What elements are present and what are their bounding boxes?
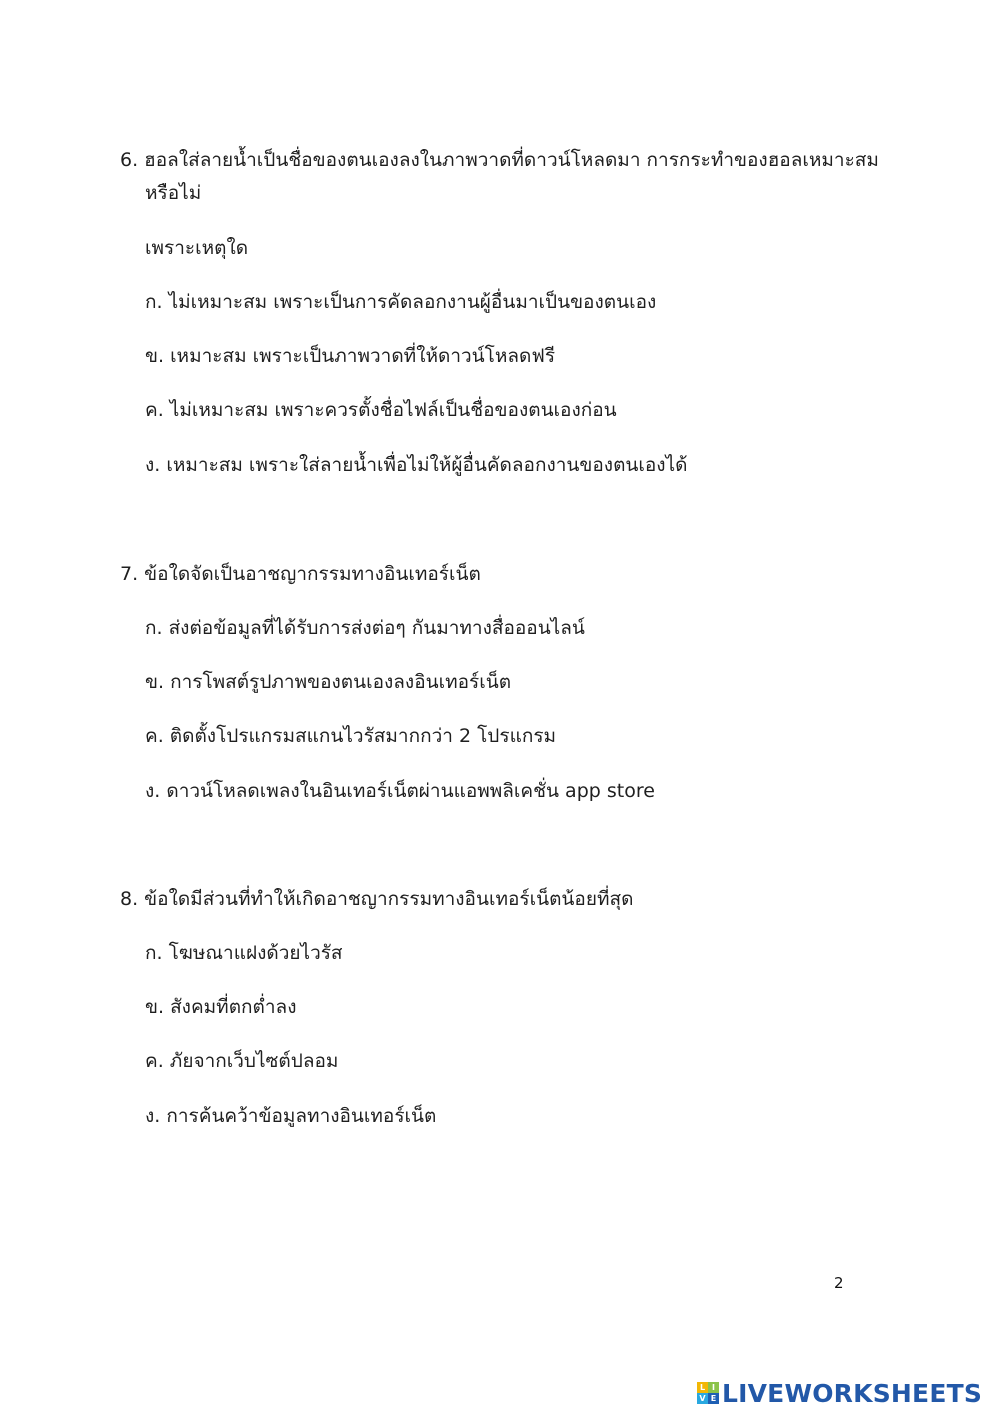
logo-letter-v: V: [697, 1393, 708, 1404]
question-7-option-c[interactable]: ค. ติดตั้งโปรแกรมสแกนไวรัสมากกว่า 2 โปรแกรม: [145, 725, 557, 747]
question-8-option-c[interactable]: ค. ภัยจากเว็บไซต์ปลอม: [145, 1050, 339, 1072]
page-number: 2: [834, 1274, 844, 1292]
question-8-option-b[interactable]: ข. สังคมที่ตกต่ำลง: [145, 996, 297, 1018]
question-6-text: 6. ฮอลใส่ลายน้ำเป็นชื่อของตนเองลงในภาพวาดที่ดาวน์โหลดมา การกระทำของฮอลเหมาะสม: [120, 149, 879, 171]
liveworksheets-logo-icon: [697, 1382, 719, 1404]
question-6-option-c[interactable]: ค. ไม่เหมาะสม เพราะควรตั้งชื่อไฟล์เป็นชื่อของตนเองก่อน: [145, 399, 617, 421]
logo-letter-l: L: [697, 1382, 708, 1393]
question-6-continuation: หรือไม่: [145, 182, 202, 204]
liveworksheets-watermark: [697, 1379, 993, 1407]
question-6-option-d[interactable]: ง. เหมาะสม เพราะใส่ลายน้ำเพื่อไม่ให้ผู้อื่นคัดลอกงานของตนเองได้: [145, 454, 688, 476]
question-7-option-a[interactable]: ก. ส่งต่อข้อมูลที่ได้รับการส่งต่อๆ กันมาทางสื่อออนไลน์: [145, 617, 585, 639]
question-7-option-b[interactable]: ข. การโพสต์รูปภาพของตนเองลงอินเทอร์เน็ต: [145, 671, 512, 693]
logo-letter-e: E: [708, 1393, 719, 1404]
question-6-option-b[interactable]: ข. เหมาะสม เพราะเป็นภาพวาดที่ให้ดาวน์โหลดฟรี: [145, 345, 556, 367]
question-8-option-a[interactable]: ก. โฆษณาแฝงด้วยไวรัส: [145, 942, 343, 964]
question-6-option-a[interactable]: ก. ไม่เหมาะสม เพราะเป็นการคัดลอกงานผู้อื่นมาเป็นของตนเอง: [145, 291, 657, 313]
question-7-text: 7. ข้อใดจัดเป็นอาชญากรรมทางอินเทอร์เน็ต: [120, 563, 481, 585]
question-6-sub: เพราะเหตุใด: [145, 237, 249, 259]
logo-letter-i: I: [708, 1382, 719, 1393]
question-8-text: 8. ข้อใดมีส่วนที่ทำให้เกิดอาชญากรรมทางอินเทอร์เน็ตน้อยที่สุด: [120, 888, 634, 910]
question-7-option-d[interactable]: ง. ดาวน์โหลดเพลงในอินเทอร์เน็ตผ่านแอพพลิเคชั่น app store: [145, 780, 655, 802]
question-8-option-d[interactable]: ง. การค้นคว้าข้อมูลทางอินเทอร์เน็ต: [145, 1105, 437, 1127]
watermark-text: LIVEWORKSHEETS: [722, 1378, 983, 1408]
